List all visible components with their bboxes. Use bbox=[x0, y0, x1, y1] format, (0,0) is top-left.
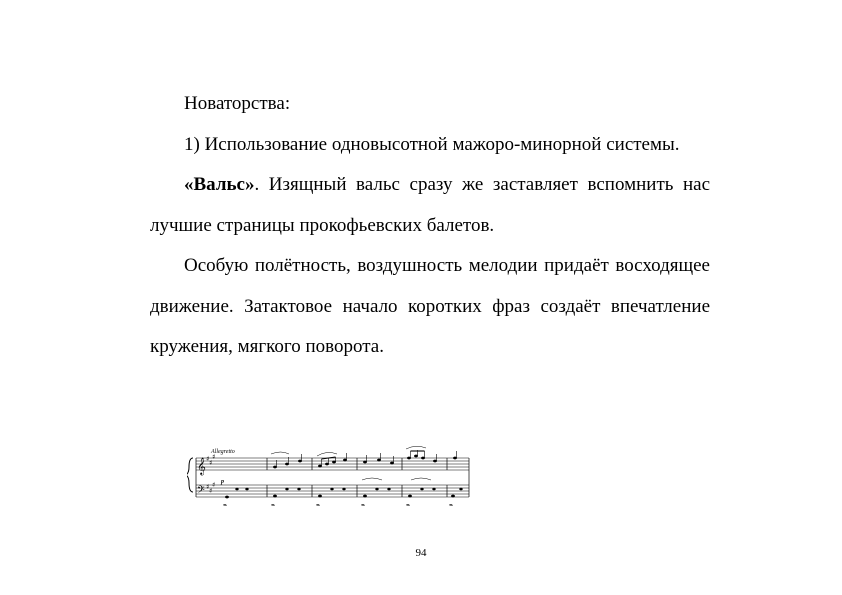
waltz-description: . Изящный вальс сразу же заставляет вспомнить нас лучшие страницы прокофьевских балетов. bbox=[150, 174, 710, 236]
body-text bbox=[150, 84, 710, 368]
svg-text:♯: ♯ bbox=[212, 453, 216, 461]
dynamic-marking: p bbox=[221, 479, 224, 485]
svg-text:𝆮: 𝆮 bbox=[361, 503, 365, 510]
slurs bbox=[271, 446, 431, 480]
svg-text:𝆮: 𝆮 bbox=[316, 503, 320, 510]
paragraph-innovations-heading: Новаторства: bbox=[184, 93, 291, 114]
tempo-marking: Allegretto bbox=[211, 449, 235, 455]
treble-staff bbox=[196, 458, 469, 470]
bass-staff bbox=[196, 485, 469, 497]
svg-text:♯: ♯ bbox=[209, 459, 213, 467]
paragraph-item-1: 1) Использование одновысотной мажоро-минорной системы. bbox=[184, 133, 680, 155]
treble-clef-icon: 𝄞 bbox=[197, 457, 206, 475]
svg-text:𝆮: 𝆮 bbox=[406, 503, 410, 510]
treble-notes bbox=[273, 450, 456, 468]
svg-text:𝆮: 𝆮 bbox=[449, 503, 453, 510]
pedal-marks-icon bbox=[223, 503, 453, 510]
page-number: 94 bbox=[415, 547, 427, 559]
svg-text:♯: ♯ bbox=[209, 487, 213, 495]
brace bbox=[187, 458, 193, 492]
music-score-excerpt bbox=[187, 444, 470, 512]
paragraph-waltz bbox=[150, 165, 710, 246]
key-signature-sharps-icon bbox=[206, 453, 215, 495]
bass-notes bbox=[225, 488, 462, 498]
paragraph-melody: Особую полётность, воздушность мелодии придаёт восходящее движение. Затактовое начало коротких фраз создаёт впечатление кружения, мягкого поворота. bbox=[150, 255, 710, 357]
svg-text:♯: ♯ bbox=[206, 455, 210, 463]
waltz-title: «Вальс» bbox=[184, 174, 255, 195]
svg-text:𝆮: 𝆮 bbox=[271, 503, 275, 510]
bass-clef-icon: 𝄢 bbox=[197, 484, 205, 498]
svg-text:♯: ♯ bbox=[206, 483, 210, 491]
svg-text:♯: ♯ bbox=[212, 481, 216, 489]
svg-text:𝆮: 𝆮 bbox=[223, 503, 227, 510]
